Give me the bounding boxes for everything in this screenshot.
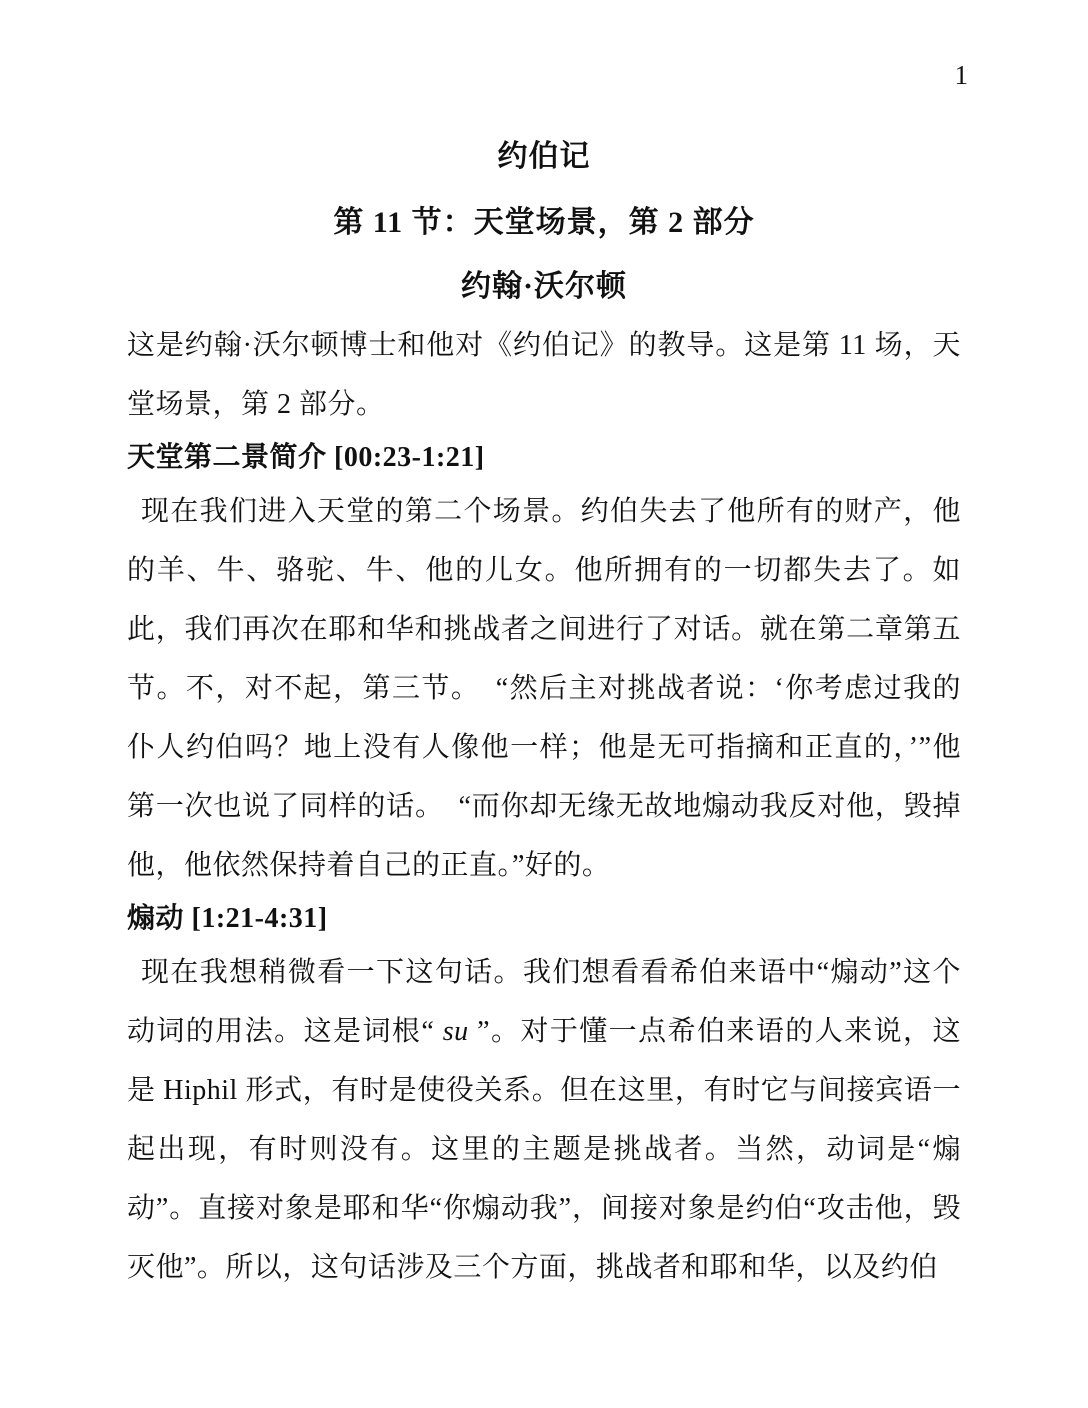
section-paragraph-incite xyxy=(127,943,961,1297)
document-title: 约伯记 xyxy=(497,140,591,173)
section-heading-incite: 煽动 [1:21-4:31] xyxy=(127,903,328,934)
intro-paragraph: 这是约翰·沃尔顿博士和他对《约伯记》的教导。这是第 11 场，天堂场景，第 2 部分。 xyxy=(127,330,961,420)
document-subtitle: 第 11 节：天堂场景，第 2 部分 xyxy=(333,206,755,239)
document-content xyxy=(127,140,961,1297)
page-number: 1 xyxy=(954,60,968,90)
incite-paragraph-text-after-root: ”。对于懂一点希伯来语的人来说，这是 Hiphil 形式，有时是使役关系。但在这里，有时它与间接宾语一起出现，有时则没有。这里的主题是挑战者。当然，动词是“煽动”。直接对象是耶和华“你煽动我”，间接对象是约伯“攻击他，毁灭他”。所以，这句话涉及三个方面，挑战者和耶和华，以及约伯 xyxy=(127,1016,961,1283)
document-author: 约翰·沃尔顿 xyxy=(460,270,627,303)
hebrew-root-word: su xyxy=(442,1016,469,1047)
incite-paragraph-text-before-root: 现在我想稍微看一下这句话。我们想看看希伯来语中“煽动”这个动词的用法。这是词根“ xyxy=(127,957,961,1047)
section-heading-heaven-scene: 天堂第二景简介 [00:23-1:21] xyxy=(127,442,485,473)
section-paragraph-heaven-scene: 现在我们进入天堂的第二个场景。约伯失去了他所有的财产，他的羊、牛、骆驼、牛、他的儿女。他所拥有的一切都失去了。如此，我们再次在耶和华和挑战者之间进行了对话。就在第二章第五节。不，对不起，第三节。 “然后主对挑战者说：‘你考虑过我的仆人约伯吗？地上没有人像他一样；他是无可指摘和正直的，’”他第一次也说了同样的话。 “而你却无缘无故地煽动我反对他，毁掉他，他依然保持着自己的正直。”好的。 xyxy=(127,496,961,881)
